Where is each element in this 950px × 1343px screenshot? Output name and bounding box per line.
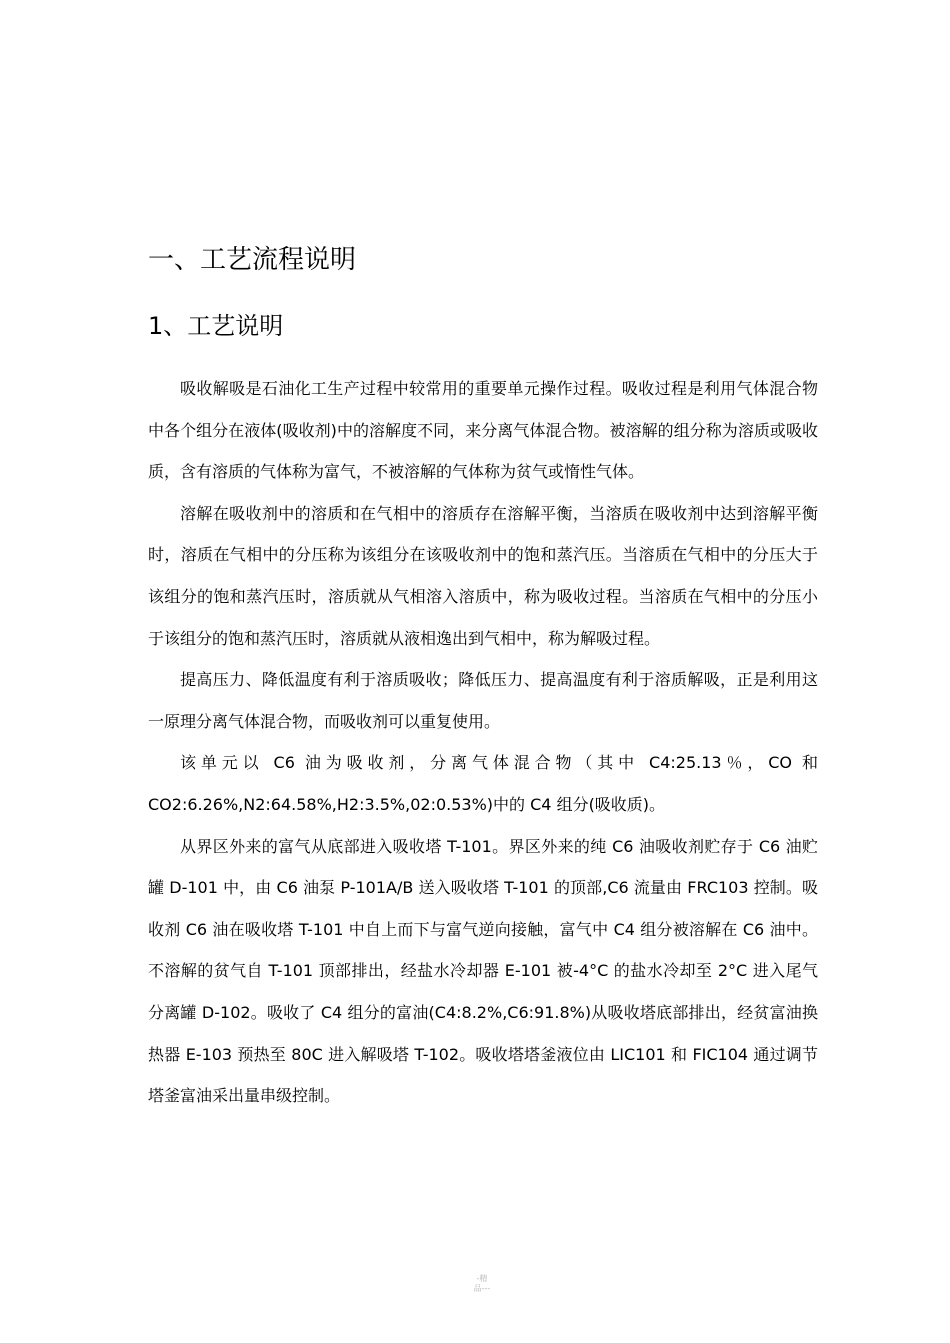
- paragraph-composition: 该单元以 C6 油为吸收剂，分离气体混合物（其中 C4:25.13％，CO 和 CO2:6.26%,N2:64.58%,H2:3.5%,02:0.53%)中的 C4 组分(吸收质)。: [148, 753, 818, 814]
- paragraph-intro: 吸收解吸是石油化工生产过程中较常用的重要单元操作过程。吸收过程是利用气体混合物中各个组分在液体(吸收剂)中的溶解度不同，来分离气体混合物。被溶解的组分称为溶质或吸收质，含有溶质的气体称为富气，不被溶解的气体称为贫气或惰性气体。: [148, 379, 818, 482]
- footer-line: -精: [476, 1274, 488, 1283]
- paragraph-conditions: 提高压力、降低温度有利于溶质吸收；降低压力、提高温度有利于溶质解吸，正是利用这一原理分离气体混合物，而吸收剂可以重复使用。: [148, 670, 818, 731]
- footer-watermark: [470, 1274, 494, 1294]
- body-text: [148, 368, 818, 1117]
- footer-line: 品---: [473, 1284, 491, 1293]
- section-heading: 一、工艺流程说明: [148, 245, 357, 275]
- paragraph-process-flow: 从界区外来的富气从底部进入吸收塔 T-101。界区外来的纯 C6 油吸收剂贮存于 C6 油贮罐 D-101 中，由 C6 油泵 P-101A/B 送入吸收塔 T-101 的顶部,C6 流量由 FRC103 控制。吸收剂 C6 油在吸收塔 T-101 中自上而下与富气逆向接触，富气中 C4 组分被溶解在 C6 油中。不溶解的贫气自 T-101 顶部排出，经盐水冷却器 E-101 被-4°C 的盐水冷却至 2°C 进入尾气分离罐 D-102。吸收了 C4 组分的富油(C4:8.2%,C6:91.8%)从吸收塔底部排出，经贫富油换热器 E-103 预热至 80C 进入解吸塔 T-102。吸收塔塔釜液位由 LIC101 和 FIC104 通过调节塔釜富油采出量串级控制。: [148, 836, 818, 1106]
- paragraph-equilibrium: 溶解在吸收剂中的溶质和在气相中的溶质存在溶解平衡，当溶质在吸收剂中达到溶解平衡时，溶质在气相中的分压称为该组分在该吸收剂中的饱和蒸汽压。当溶质在气相中的分压大于该组分的饱和蒸汽压时，溶质就从气相溶入溶质中，称为吸收过程。当溶质在气相中的分压小于该组分的饱和蒸汽压时，溶质就从液相逸出到气相中，称为解吸过程。: [148, 503, 818, 648]
- subsection-heading: 1、工艺说明: [148, 312, 284, 340]
